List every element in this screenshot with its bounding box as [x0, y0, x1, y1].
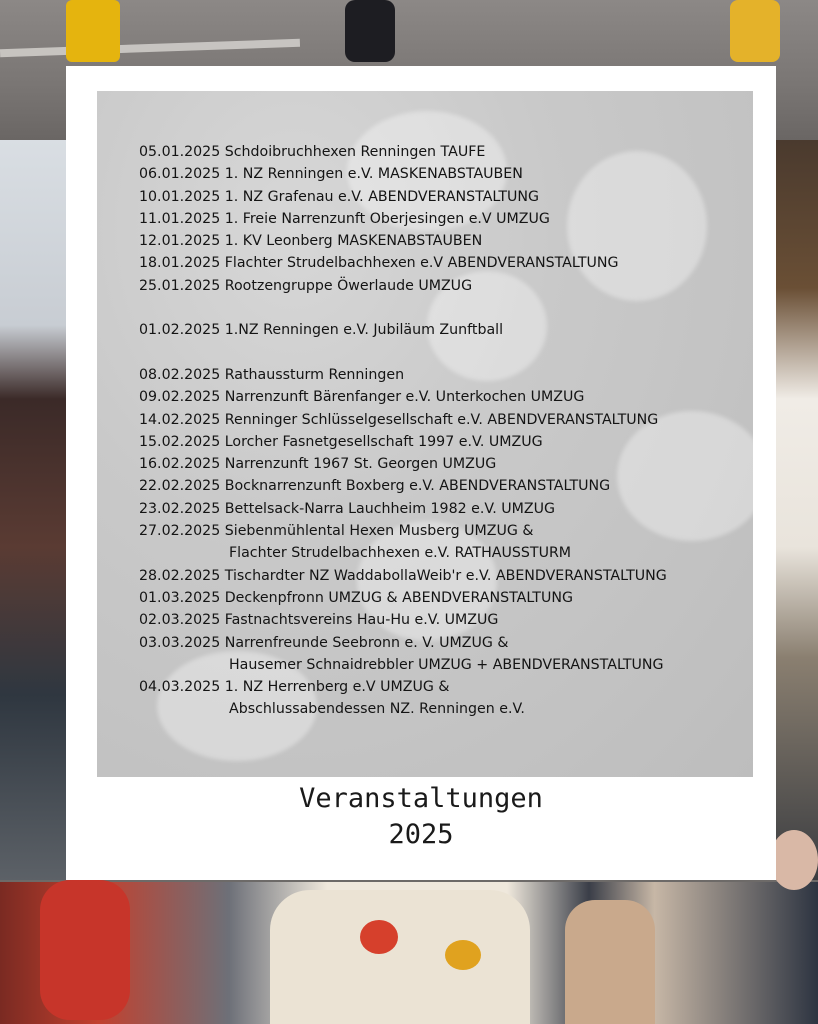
event-item: 03.03.2025 Narrenfreunde Seebronn e. V. UMZUG &	[139, 634, 509, 651]
jester-costume	[40, 880, 130, 1020]
event-item: 06.01.2025 1. NZ Renningen e.V. MASKENABSTAUBEN	[139, 166, 523, 183]
event-item: 22.02.2025 Bocknarrenzunft Boxberg e.V. ABENDVERANSTALTUNG	[139, 478, 611, 495]
event-item: 18.01.2025 Flachter Strudelbachhexen e.V ABENDVERANSTALTUNG	[139, 255, 619, 272]
photo-left-strip	[0, 140, 66, 880]
costume-yellow-right	[730, 0, 780, 62]
event-item: 01.02.2025 1.NZ Renningen e.V. Jubiläum Zunftball	[139, 322, 504, 339]
leaf-red	[360, 920, 398, 954]
event-item: 16.02.2025 Narrenzunft 1967 St. Georgen UMZUG	[139, 456, 497, 473]
poster-title: Veranstaltungen	[299, 783, 543, 814]
event-item: Abschlussabendessen NZ. Renningen e.V.	[229, 701, 525, 718]
person-brown-hood	[565, 900, 655, 1024]
event-item: Hausemer Schnaidrebbler UMZUG + ABENDVERANSTALTUNG	[229, 656, 664, 673]
poster-year: 2025	[388, 819, 454, 850]
person-legs	[345, 0, 395, 62]
list-spacer	[139, 342, 667, 364]
event-item: Flachter Strudelbachhexen e.V. RATHAUSSTURM	[229, 545, 572, 562]
event-list	[139, 141, 667, 721]
event-item: 08.02.2025 Rathaussturm Renningen	[139, 366, 405, 383]
event-poster-card	[66, 66, 776, 880]
event-item: 02.03.2025 Fastnachtsvereins Hau-Hu e.V. UMZUG	[139, 612, 499, 629]
leaf-orange	[445, 940, 481, 970]
event-item: 10.01.2025 1. NZ Grafenau e.V. ABENDVERANSTALTUNG	[139, 188, 540, 205]
event-item: 01.03.2025 Deckenpfronn UMZUG & ABENDVERANSTALTUNG	[139, 589, 573, 606]
event-item: 11.01.2025 1. Freie Narrenzunft Oberjesingen e.V UMZUG	[139, 210, 550, 227]
event-item: 09.02.2025 Narrenzunft Bärenfanger e.V. Unterkochen UMZUG	[139, 389, 585, 406]
event-item: 12.01.2025 1. KV Leonberg MASKENABSTAUBEN	[139, 233, 483, 250]
event-item: 14.02.2025 Renninger Schlüsselgesellschaft e.V. ABENDVERANSTALTUNG	[139, 411, 659, 428]
costume-white-leaves	[270, 890, 530, 1024]
event-item: 04.03.2025 1. NZ Herrenberg e.V UMZUG &	[139, 679, 450, 696]
event-item: 27.02.2025 Siebenmühlental Hexen Musberg UMZUG &	[139, 523, 534, 540]
list-spacer	[139, 297, 667, 319]
event-item: 25.01.2025 Rootzengruppe Öwerlaude UMZUG	[139, 277, 473, 294]
person-face-right	[770, 830, 818, 890]
event-item: 28.02.2025 Tischardter NZ WaddabollaWeib'r e.V. ABENDVERANSTALTUNG	[139, 567, 667, 584]
costume-yellow-left	[66, 0, 120, 62]
event-item: 23.02.2025 Bettelsack-Narra Lauchheim 1982 e.V. UMZUG	[139, 500, 555, 517]
photo-right-strip	[776, 140, 818, 880]
event-list-panel	[97, 91, 753, 777]
event-item: 15.02.2025 Lorcher Fasnetgesellschaft 1997 e.V. UMZUG	[139, 433, 543, 450]
event-item: 05.01.2025 Schdoibruchhexen Renningen TAUFE	[139, 144, 486, 160]
